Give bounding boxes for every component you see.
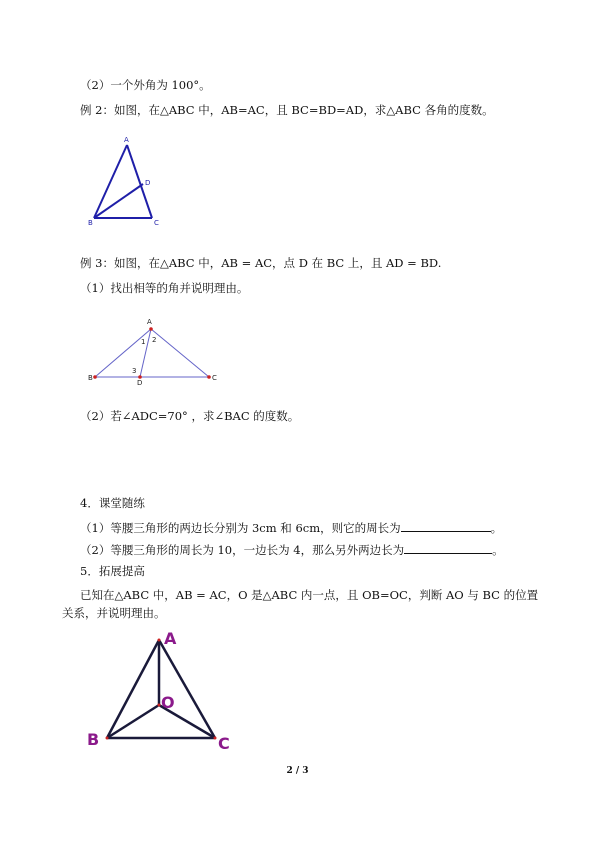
fig2-point-a [149,327,153,331]
figure-2-triangle [85,315,225,390]
example-3-question-1: （1）找出相等的角并说明理由。 [80,281,249,295]
sec4-q2-answer-blank[interactable] [404,541,492,554]
fig1-label-a: A [124,136,129,144]
fig2-angle-3: 3 [132,367,137,375]
example-3-question-2: （2）若∠ADC=70° ，求∠BAC 的度数。 [80,409,300,423]
fig3-point-c [214,737,217,740]
fig2-angle-1: 1 [141,338,146,346]
fig3-side-ac [159,640,215,738]
sec4-q1-end: 。 [490,521,503,535]
fig2-angle-2: 2 [152,336,157,344]
fig2-point-b [93,375,97,379]
fig2-side-ab [95,329,151,377]
section-4-question-1 [80,519,502,536]
example-3-text: 例 3：如图，在△ABC 中，AB = AC，点 D 在 BC 上，且 AD = BD. [80,256,442,270]
fig2-label-a: A [147,318,152,326]
fig3-side-ab [107,640,159,738]
figure-1-triangle [80,128,180,238]
fig3-label-o: O [161,693,175,712]
figure-3-triangle [80,625,250,755]
sec4-q2-text: （2）等腰三角形的周长为 10，一边长为 4，那么另外两边长为 [80,543,405,557]
fig2-label-b: B [88,374,93,382]
sec4-q1-answer-blank[interactable] [401,519,491,532]
section-5-text-line-1: 已知在△ABC 中，AB = AC，O 是△ABC 内一点，且 OB=OC，判断 AO 与 BC 的位置 [80,588,539,602]
fig3-label-c: C [218,734,230,753]
fig2-segment-ad [140,329,151,377]
section-4-title: 4．课堂随练 [80,496,145,510]
fig1-label-c: C [154,219,159,227]
fig2-side-ac [151,329,209,377]
sec4-q2-end: 。 [492,543,504,557]
fig3-label-a: A [164,629,177,648]
section-5-title: 5．拓展提高 [80,564,145,578]
fig3-point-b [106,737,109,740]
fig3-label-b: B [87,730,100,749]
fig1-label-b: B [88,219,93,227]
sec4-q1-text: （1）等腰三角形的两边长分别为 3cm 和 6cm，则它的周长为 [80,521,401,535]
section-4-question-2 [80,541,504,558]
fig2-label-c: C [212,374,217,382]
fig1-label-d: D [145,179,151,187]
fig3-point-a [158,639,161,642]
exterior-angle-question: （2）一个外角为 100°。 [80,78,211,92]
fig2-point-c [207,375,211,379]
fig2-label-d: D [137,379,143,387]
page-number: 2 / 3 [286,766,309,776]
section-5-text-line-2: 关系，并说明理由。 [62,606,166,620]
example-2-text: 例 2：如图，在△ABC 中，AB=AC，且 BC=BD=AD，求△ABC 各角的度数。 [80,103,494,117]
